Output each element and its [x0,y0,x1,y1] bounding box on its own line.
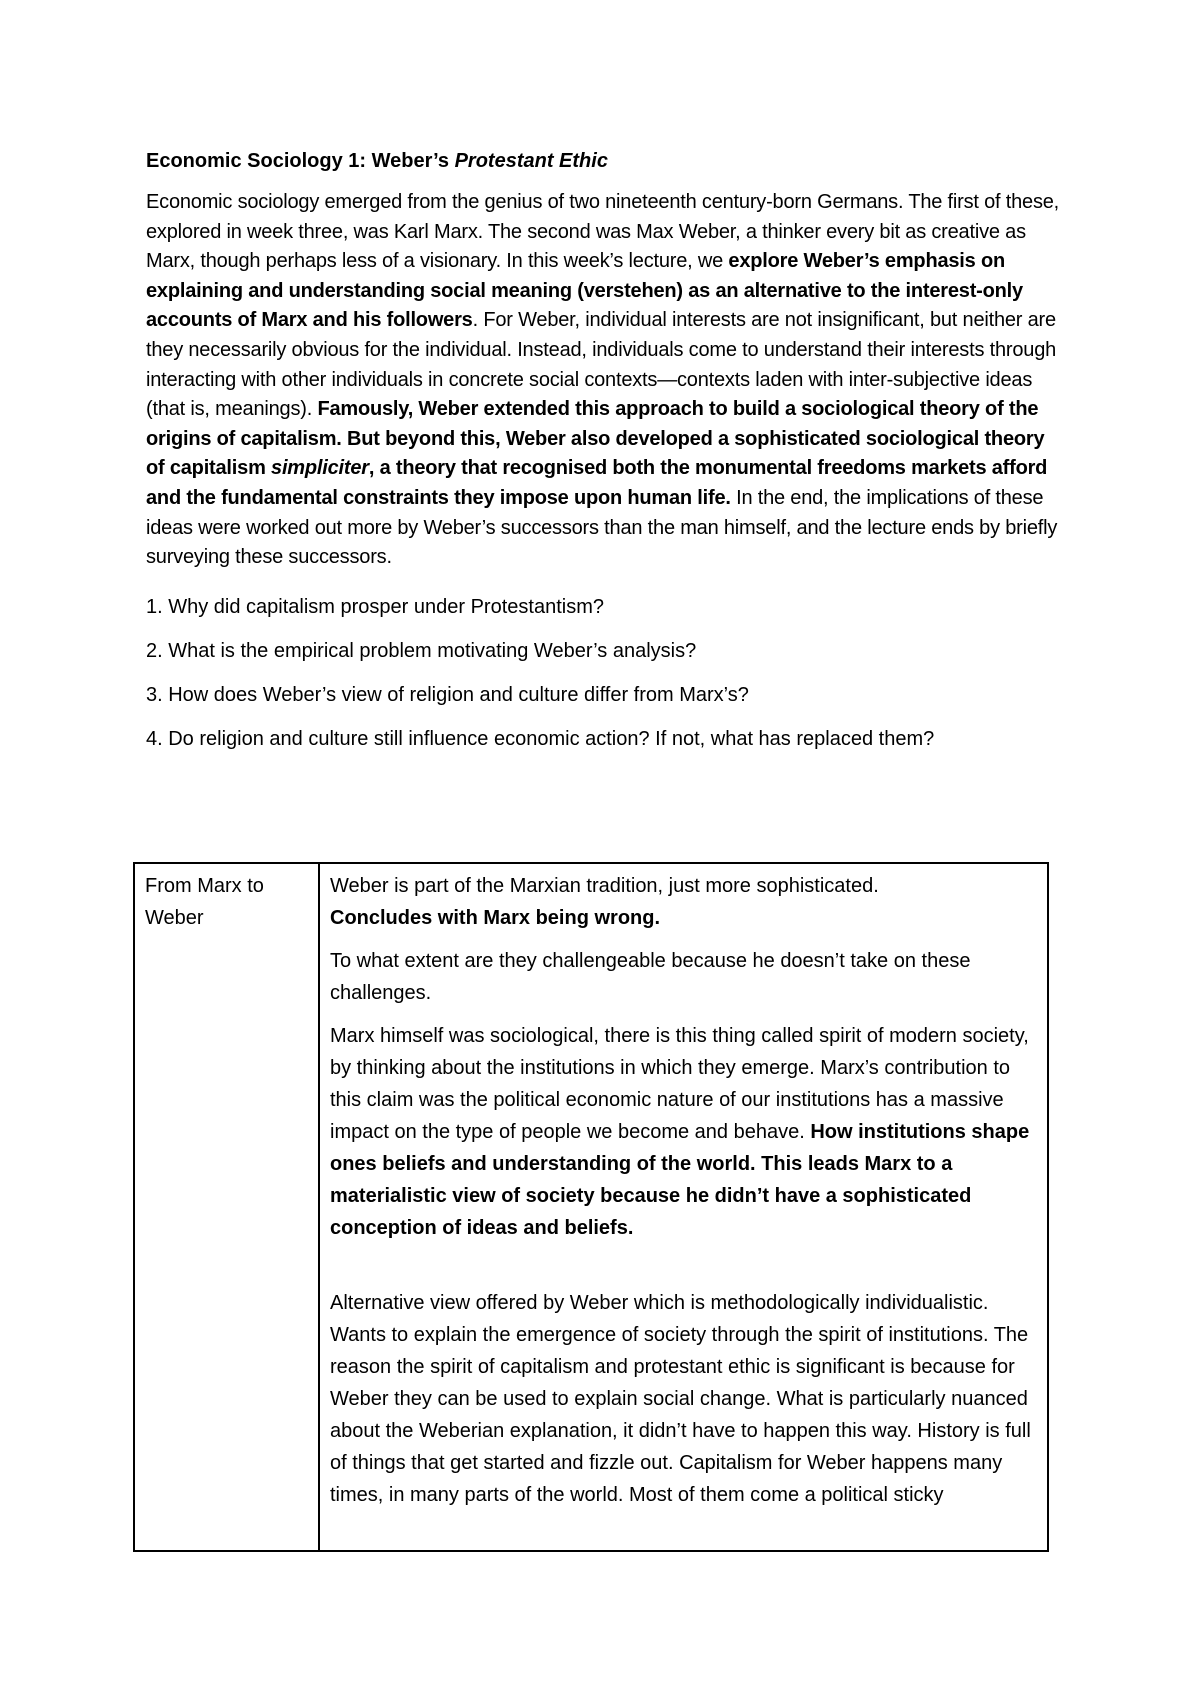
intro-text-2: . For Weber, individual interests are not insignificant, but neither are they necessarily obvious for the individual. Instead, individuals come to understand their interests through interacting with other individuals in concrete social contexts—contexts laden with inter-subjective ideas (that is, meanings). [146,309,1057,421]
notes-paragraph-4: Alternative view offered by Weber which is methodologically individualistic. Wants to explain the emergence of society through the spirit of institutions. The reason the spirit of capitalism and protestant ethic is significant is because for Weber they can be used to explain social change. What is particularly nuanced about the Weberian explanation, it didn’t have to happen this way. History is full of things that get started and fizzle out. Capitalism for Weber happens many times, in many parts of the world. Most of them come a political sticky [330,1292,1031,1506]
notes-cell [319,863,1048,1551]
title-text: Economic Sociology 1: Weber’s [146,150,455,172]
intro-bold-italic: simpliciter [271,457,369,480]
question-4: 4. Do religion and culture still influence economic action? If not, what has replaced them? [146,727,935,750]
intro-text-3: In the end, the implications of these ideas were worked out more by Weber’s successors than the man himself, and the lecture ends by briefly surveying these successors. [146,486,1058,569]
question-1: 1. Why did capitalism prosper under Protestantism? [146,595,604,618]
table-row [134,863,1048,1551]
notes-paragraph-1 [330,870,1037,934]
title-italic: Protestant Ethic [454,150,608,172]
document-title [146,146,1066,176]
notes-text-1: Weber is part of the Marxian tradition, just more sophisticated. [330,875,879,897]
topic-cell [134,863,319,1551]
notes-text-3: Marx himself was sociological, there is this thing called spirit of modern society, by thinking about the institutions in which they emerge. Marx’s contribution to this claim was the political economic nature of our institutions has a massive impact on the type of people we become and behave. [330,1025,1029,1143]
intro-text-1: Economic sociology emerged from the genius of two nineteenth century-born Germans. The first of these, explored in week three, was Karl Marx. The second was Max Weber, a thinker every bit as creative as Marx, though perhaps less of a visionary. In this week’s lecture, we [146,191,1060,273]
blank-line [330,1255,1037,1287]
question-3: 3. How does Weber’s view of religion and culture differ from Marx’s? [146,683,749,706]
topic-label: From Marx to Weber [145,875,264,929]
question-2: 2. What is the empirical problem motivating Weber’s analysis? [146,639,697,662]
notes-bold-3: How institutions shape ones beliefs and understanding of the world. This leads Marx to a materialistic view of society because he didn’t have a sophisticated conception of ideas and beliefs. [330,1121,1030,1239]
intro-bold-2: Famously, Weber extended this approach to build a sociological theory of the origins of capitalism. But beyond this, Weber also developed a sophisticated sociological theory of capitalism [146,398,1045,480]
notes-paragraph-3 [330,1020,1037,1244]
notes-paragraph-2: To what extent are they challengeable because he doesn’t take on these challenges. [330,950,971,1004]
intro-bold-3: , a theory that recognised both the monumental freedoms markets afford and the fundamental constraints they impose upon human life. [146,457,1048,509]
notes-bold-1: Concludes with Marx being wrong. [330,907,661,929]
document-page [146,146,1066,769]
notes-content [330,870,1037,1550]
intro-paragraph [146,188,1066,573]
notes-table [133,862,1049,1552]
intro-bold-1: explore Weber’s emphasis on explaining and understanding social meaning (verstehen) as an alternative to the interest-only accounts of Marx and his followers [146,250,1023,332]
